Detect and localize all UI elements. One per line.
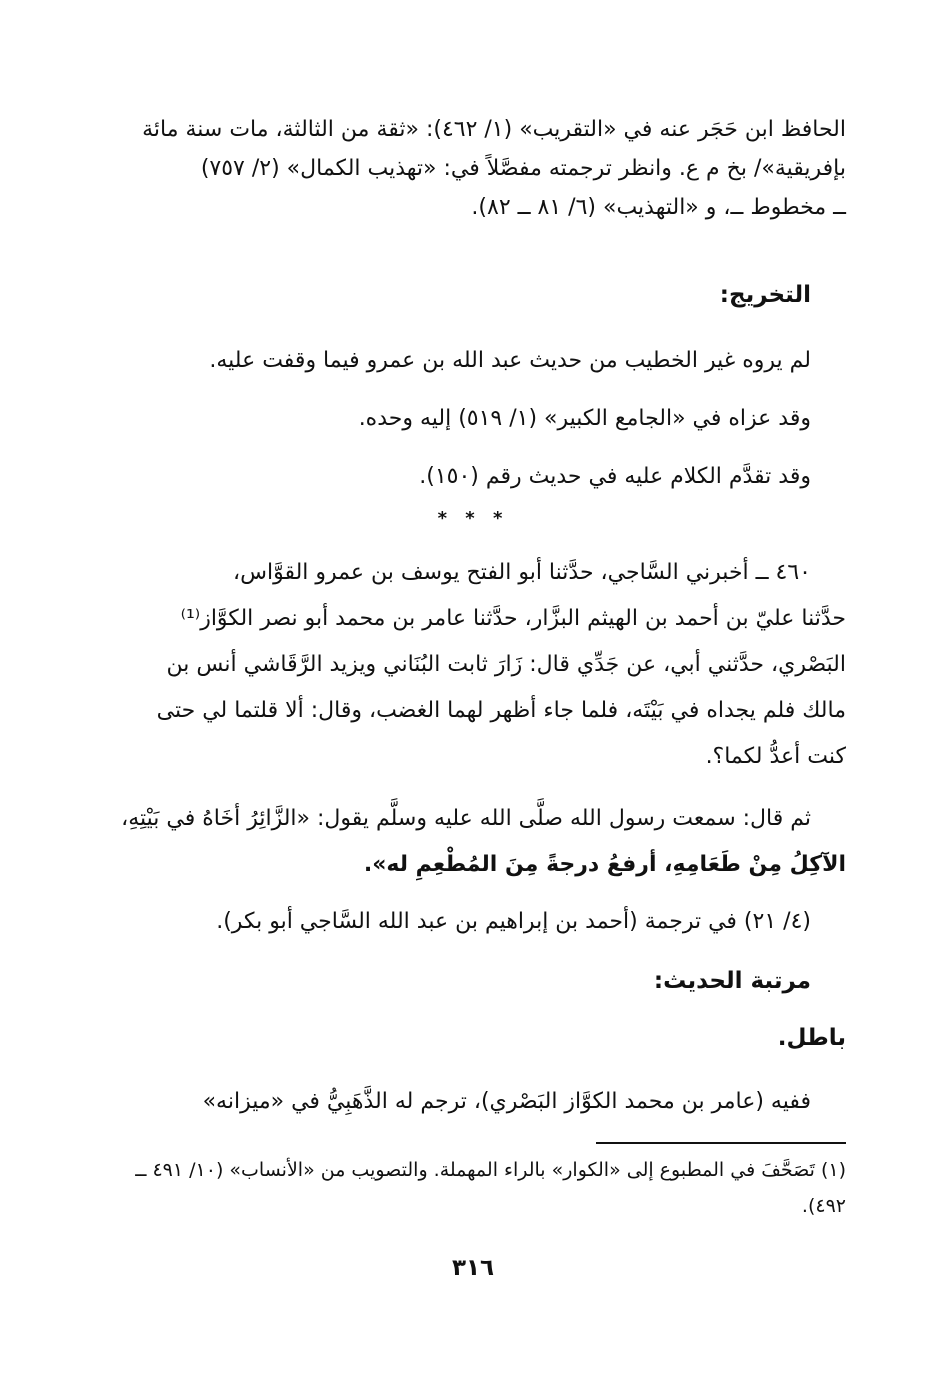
- footnote-divider: [596, 1142, 846, 1144]
- takhrij-heading: التخريج:: [719, 282, 811, 308]
- page-number: ٣١٦: [451, 1255, 495, 1281]
- quote-line: ثم قال: سمعت رسول الله صلَّى الله عليه وسلَّم يقول: «الزَّائِرُ أخَاهُ في بَيْتِهِ،: [121, 806, 811, 831]
- intro-line: الحافظ ابن حَجَر عنه في «التقريب» (١/ ٤٦٢): «ثقة من الثالثة، مات سنة مائة: [142, 117, 846, 142]
- intro-line: بإفريقية»/ بخ م ع. وانظر ترجمته مفصَّلاً في: «تهذيب الكمال» (٢/ ٧٥٧): [200, 156, 846, 181]
- rank-value: باطل.: [777, 1025, 846, 1051]
- last-line: ففيه (عامر بن محمد الكوَّاز البَصْري)، ترجم له الذَّهَبِيُّ في «ميزانه»: [202, 1089, 811, 1114]
- takhrij-line: لم يروه غير الخطيب من حديث عبد الله بن عمرو فيما وقفت عليه.: [209, 348, 811, 373]
- hadith-line: حدَّثنا عليّ بن أحمد بن الهيثم البزَّار، حدَّثنا عامر بن محمد أبو نصر الكوَّاز⁽¹⁾: [180, 606, 846, 631]
- intro-paragraph: [100, 110, 846, 227]
- reference-line: (٤/ ٢١) في ترجمة (أحمد بن إبراهيم بن عبد الله السَّاجي أبو بكر).: [216, 909, 811, 934]
- hadith-line: كنت أعدُّ لكما؟.: [705, 744, 846, 769]
- book-page: [100, 110, 846, 1310]
- footnote-line: ٤٩٢).: [801, 1195, 846, 1217]
- intro-line: ــ مخطوط ــ، و «التهذيب» (٦/ ٨١ ــ ٨٢).: [471, 195, 846, 220]
- takhrij-line: وقد تقدَّم الكلام عليه في حديث رقم (١٥٠).: [419, 464, 811, 489]
- quote-paragraph: [100, 796, 846, 888]
- takhrij-line: وقد عزاه في «الجامع الكبير» (١/ ٥١٩) إليه وحده.: [358, 406, 811, 431]
- footnote: [100, 1152, 846, 1224]
- footnote-line: (١) تَصَحَّفَ في المطبوع إلى «الكوار» بالراء المهملة. والتصويب من «الأنساب» (١٠/ ٤٩١ ــ: [135, 1159, 846, 1181]
- hadith-line: البَصْري، حدَّثني أبي، عن جَدِّي قال: زَارَ ثابت البُنَاني ويزيد الرَّقَاشي أنس بن: [166, 652, 846, 677]
- hadith-line: ٤٦٠ ــ أخبرني السَّاجي، حدَّثنا أبو الفتح يوسف بن عمرو القوَّاس،: [233, 560, 811, 585]
- takhrij-section: [100, 332, 846, 506]
- hadith-line: مالك فلم يجداه في بَيْتَه، فلما جاء أظهر لهما الغضب، وقال: ألا قلتما لي حتى: [156, 698, 846, 723]
- section-separator: * * *: [437, 508, 509, 529]
- quote-line: الآكِلُ مِنْ طَعَامِهِ، أرفعُ درجةً مِنَ المُطْعِمِ له».: [363, 852, 846, 877]
- hadith-paragraph: [100, 550, 846, 780]
- rank-heading: مرتبة الحديث:: [653, 968, 811, 994]
